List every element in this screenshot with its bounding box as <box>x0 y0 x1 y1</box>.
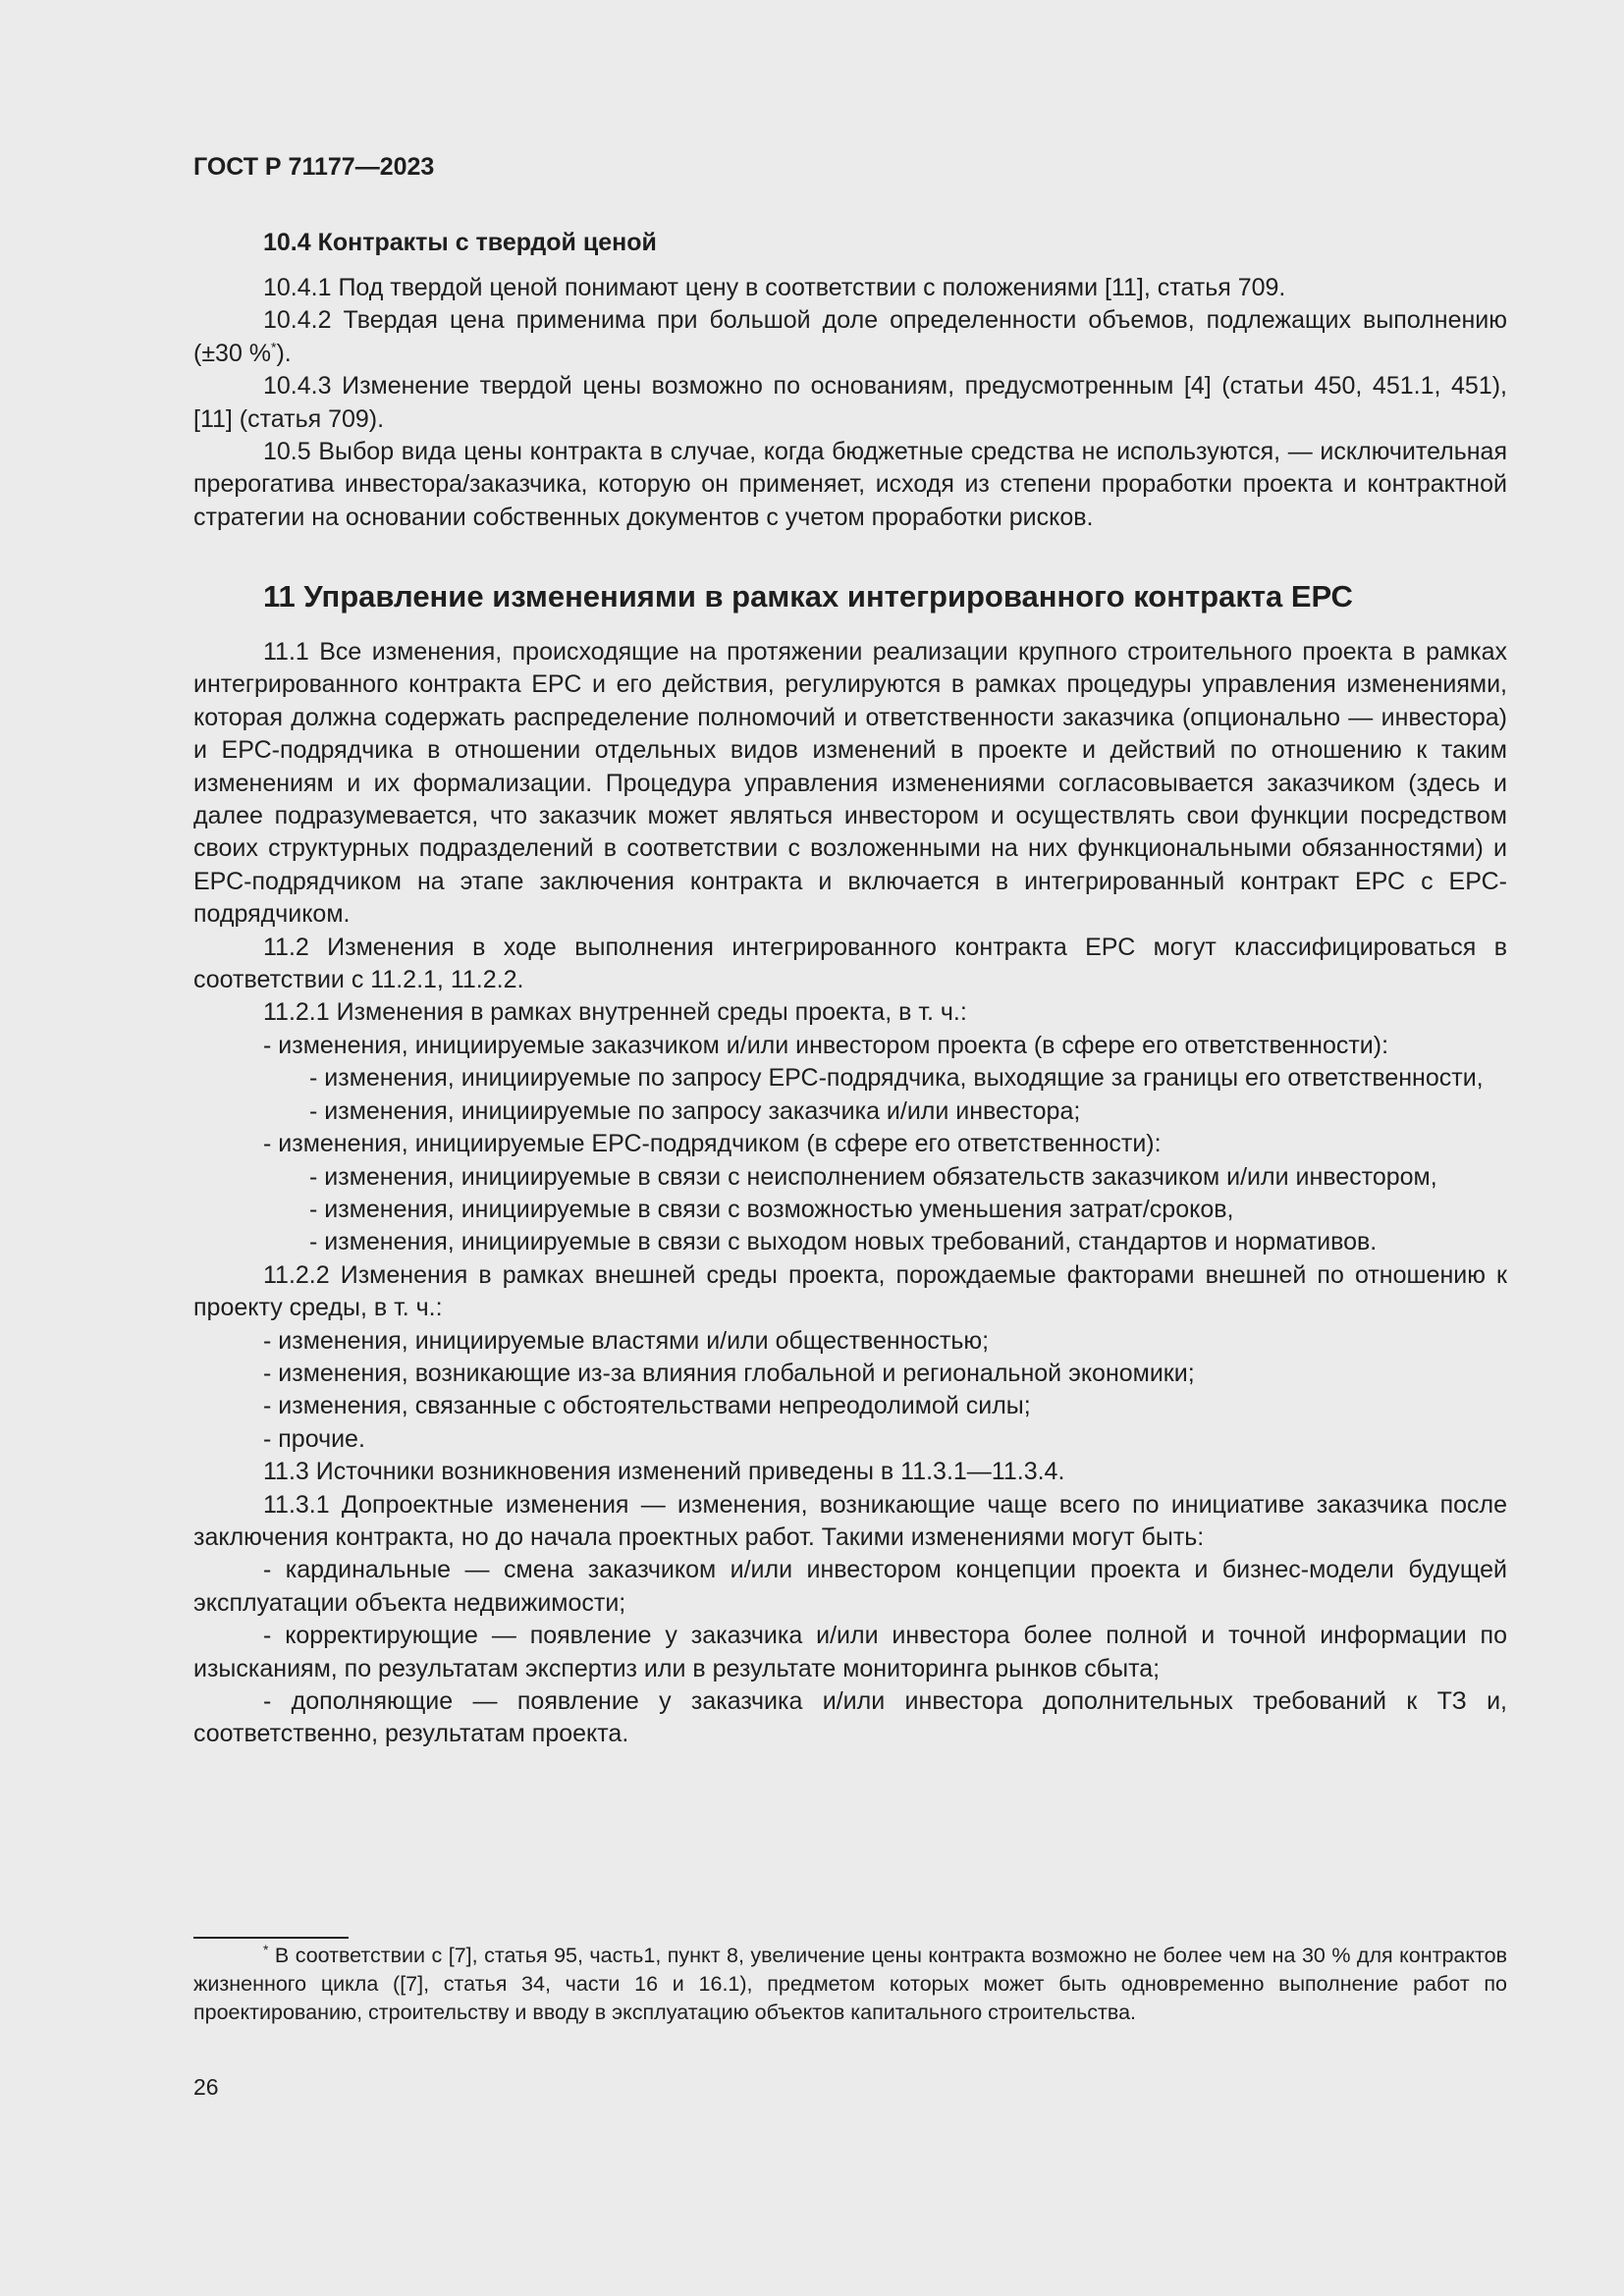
list-item: - изменения, инициируемые в связи с возможностью уменьшения затрат/сроков, <box>309 1195 1234 1223</box>
list-item: - дополняющие — появление у заказчика и/или инвестора дополнительных требований к ТЗ и, соответственно, результатам проекта. <box>193 1687 1507 1748</box>
list-item: - изменения, инициируемые в связи с выходом новых требований, стандартов и нормативов. <box>309 1228 1378 1256</box>
paragraph-10-4-3: 10.4.3 Изменение твердой цены возможно по основаниям, предусмотренным [4] (статьи 450, 451.1, 451), [11] (статья 709). <box>193 372 1507 433</box>
list-item: - изменения, инициируемые заказчиком и/или инвестором проекта (в сфере его ответственности): <box>263 1031 1389 1059</box>
section-11-body <box>193 636 1507 1751</box>
list-item: - корректирующие — появление у заказчика и/или инвестора более полной и точной информации по изысканиям, по результатам экспертиз или в результате мониторинга рынков сбыта; <box>193 1622 1507 1682</box>
footnote <box>193 1942 1507 2027</box>
section-10-4-body <box>193 272 1507 534</box>
list-item: - изменения, инициируемые ЕРС-подрядчиком (в сфере его ответственности): <box>263 1130 1162 1158</box>
paragraph-10-4-2: 10.4.2 Твердая цена применима при большой доле определенности объемов, подлежащих выполнению (±30 %*). <box>193 306 1507 367</box>
section-10-4-title: 10.4 Контракты с твердой ценой <box>263 229 657 256</box>
list-item: - изменения, инициируемые по запросу заказчика и/или инвестора; <box>309 1096 1081 1125</box>
list-item: - изменения, инициируемые властями и/или общественностью; <box>263 1326 990 1355</box>
page-number: 26 <box>193 2074 219 2100</box>
footnote-ref-mark: * <box>271 339 277 355</box>
list-item: - прочие. <box>263 1424 365 1453</box>
paragraph-11-1: 11.1 Все изменения, происходящие на протяжении реализации крупного строительного проекта в рамках интегрированного контракта ЕРС и его действия, регулируются в рамках процедуры управления изменениями, которая должна содержать распределение полномочий и ответственности заказчика (опционально — инвестора) и ЕРС-подрядчика в отношении отдельных видов изменений в проекте и действий по отношению к таким изменениям и их формализации. Процедура управления изменениями согласовывается заказчиком (здесь и далее подразумевается, что заказчик может являться инвестором и осуществлять свои функции посредством своих структурных подразделений в соответствии с возложенными на них функциональными обязанностями) и ЕРС-подрядчиком на этапе заключения контракта и включается в интегрированный контракт ЕРС с ЕРС-подрядчиком. <box>193 638 1507 929</box>
footnote-text: В соответствии с [7], статья 95, часть1, пункт 8, увеличение цены контракта возможно не более чем на 30 % для контрактов жизненного цикла ([7], статья 34, части 16 и 16.1), предметом которых может быть одновременно выполнение работ по проектированию, строительству и вводу в эксплуатацию объектов капитального строительства. <box>193 1944 1507 2024</box>
list-item: - изменения, возникающие из-за влияния глобальной и региональной экономики; <box>263 1359 1195 1387</box>
footnote-mark: * <box>263 1941 269 1957</box>
document-code: ГОСТ Р 71177—2023 <box>193 153 435 181</box>
paragraph-11-2-2: 11.2.2 Изменения в рамках внешней среды проекта, порождаемые факторами внешней по отношению к проекту среды, в т. ч.: <box>193 1260 1507 1322</box>
section-11-title: 11 Управление изменениями в рамках интегрированного контракта ЕРС <box>263 579 1353 614</box>
list-item: - изменения, связанные с обстоятельствами непреодолимой силы; <box>263 1392 1031 1420</box>
list-item: - изменения, инициируемые в связи с неисполнением обязательств заказчиком и/или инвестором, <box>309 1162 1437 1191</box>
paragraph-11-2: 11.2 Изменения в ходе выполнения интегрированного контракта ЕРС могут классифицироваться в соответствии с 11.2.1, 11.2.2. <box>193 933 1507 994</box>
paragraph-10-4-1: 10.4.1 Под твердой ценой понимают цену в соответствии с положениями [11], статья 709. <box>263 274 1286 301</box>
paragraph-11-3: 11.3 Источники возникновения изменений приведены в 11.3.1—11.3.4. <box>263 1458 1065 1486</box>
paragraph-11-2-1: 11.2.1 Изменения в рамках внутренней среды проекта, в т. ч.: <box>263 998 967 1027</box>
paragraph-10-5: 10.5 Выбор вида цены контракта в случае, когда бюджетные средства не используются, — исключительная прерогатива инвестора/заказчика, которую он применяет, исходя из степени проработки проекта и контрактной стратегии на основании собственных документов с учетом проработки рисков. <box>193 438 1507 531</box>
paragraph-11-3-1: 11.3.1 Допроектные изменения — изменения, возникающие чаще всего по инициативе заказчика после заключения контракта, но до начала проектных работ. Такими изменениями могут быть: <box>193 1490 1507 1551</box>
list-item: - изменения, инициируемые по запросу ЕРС-подрядчика, выходящие за границы его ответственности, <box>309 1064 1484 1093</box>
list-item: - кардинальные — смена заказчиком и/или инвестором концепции проекта и бизнес-модели будущей эксплуатации объекта недвижимости; <box>193 1556 1507 1617</box>
footnote-separator <box>193 1937 349 1939</box>
